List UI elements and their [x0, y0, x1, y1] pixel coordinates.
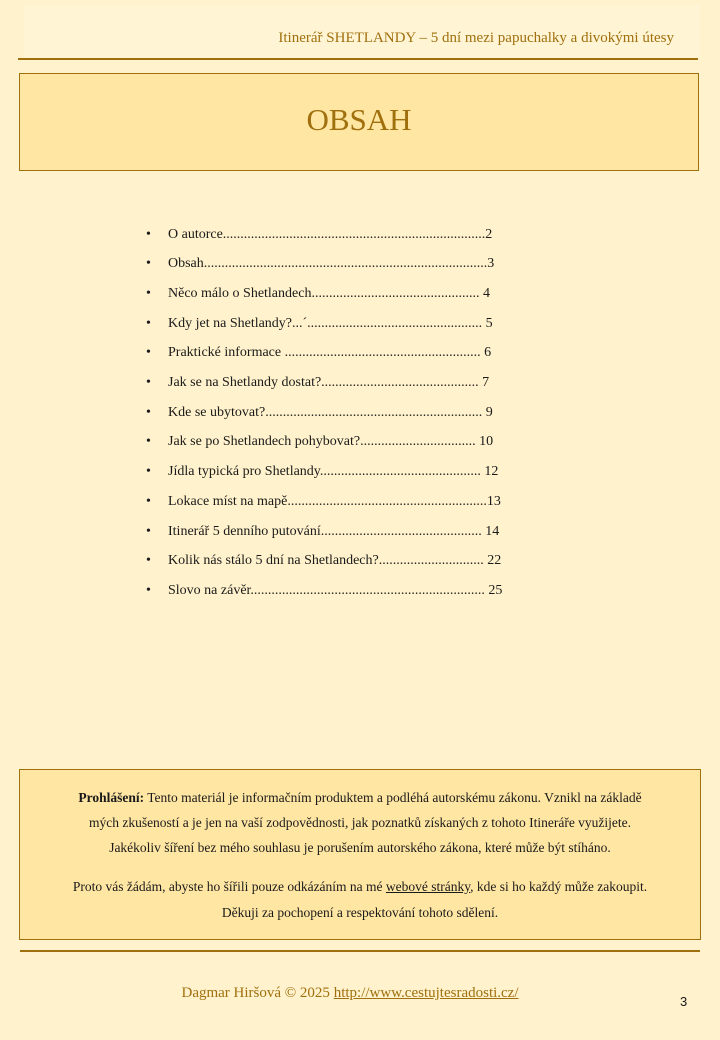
contents-title-box [19, 73, 699, 171]
bullet-icon: • [146, 464, 151, 479]
toc-entry: Něco málo o Shetlandech................................................ 4 [168, 286, 490, 301]
toc-entry: Jak se na Shetlandy dostat?............................................. 7 [168, 375, 490, 390]
declaration-line: Děkuji za pochopení a respektování tohoto sdělení. [221, 905, 499, 920]
toc-entry: Kde se ubytovat?.............................................................. 9 [168, 405, 493, 420]
declaration-line [20, 879, 700, 895]
declaration-line: mých zkušeností a je jen na vaší zodpovědnosti, jak poznatků získaných z tohoto Itineráře využijete. [88, 815, 632, 830]
toc-item[interactable] [146, 256, 566, 278]
footer [0, 985, 700, 1002]
toc-entry: Slovo na závěr................................................................... 25 [168, 583, 503, 598]
footer-divider [20, 950, 700, 952]
toc-item[interactable] [146, 553, 566, 575]
toc-item[interactable] [146, 524, 566, 546]
bullet-icon: • [146, 494, 151, 509]
bullet-icon: • [146, 553, 151, 568]
toc-item[interactable] [146, 464, 566, 486]
toc-item[interactable] [146, 286, 566, 308]
header-box [24, 5, 700, 58]
toc-item[interactable] [146, 345, 566, 367]
toc-entry: Obsah.................................................................................3 [168, 256, 495, 271]
toc-entry: Lokace míst na mapě.........................................................13 [168, 494, 501, 509]
bullet-icon: • [146, 583, 151, 598]
bullet-icon: • [146, 227, 151, 242]
header-divider [18, 58, 698, 60]
toc-entry: Itinerář 5 denního putování.............................................. 14 [168, 524, 500, 539]
bullet-icon: • [146, 375, 151, 390]
bullet-icon: • [146, 316, 151, 331]
bullet-icon: • [146, 286, 151, 301]
bullet-icon: • [146, 405, 151, 420]
footer-url-link[interactable]: http://www.cestujtesradosti.cz/ [333, 985, 519, 1001]
toc-entry: Praktické informace ........................................................ 6 [168, 345, 492, 360]
declaration-line [20, 790, 700, 806]
header-title: Itinerář SHETLANDY – 5 dní mezi papuchalky a divokými útesy [278, 30, 674, 46]
toc-item[interactable] [146, 434, 566, 456]
toc-entry: O autorce...........................................................................2 [168, 227, 493, 242]
declaration-label: Prohlášení: [78, 790, 145, 805]
declaration-text: , kde si ho každý může zakoupit. [470, 879, 648, 894]
bullet-icon: • [146, 256, 151, 271]
toc-entry: Jak se po Shetlandech pohybovat?................................. 10 [168, 434, 494, 449]
footer-author: Dagmar Hiršová © 2025 [181, 985, 334, 1001]
page-title: OBSAH [306, 102, 412, 137]
toc-item[interactable] [146, 375, 566, 397]
bullet-icon: • [146, 524, 151, 539]
toc-item[interactable] [146, 316, 566, 338]
toc-entry: Kdy jet na Shetlandy?...´.................................................. 5 [168, 316, 493, 331]
toc-item[interactable] [146, 405, 566, 427]
toc-entry: Jídla typická pro Shetlandy.............................................. 12 [168, 464, 499, 479]
declaration-line: Jakékoliv šíření bez mého souhlasu je porušením autorského zákona, které může být stíháno. [109, 840, 611, 855]
bullet-icon: • [146, 345, 151, 360]
website-link[interactable]: webové stránky [385, 879, 471, 894]
toc-entry: Kolik nás stálo 5 dní na Shetlandech?.............................. 22 [168, 553, 502, 568]
declaration-text: Tento materiál je informačním produktem a podléhá autorskému zákonu. Vznikl na základě [144, 790, 642, 805]
page-number: 3 [680, 994, 688, 1009]
declaration-box [19, 769, 701, 940]
toc-item[interactable] [146, 583, 566, 605]
toc-item[interactable] [146, 227, 566, 249]
declaration-text: Proto vás žádám, abyste ho šířili pouze odkázáním na mé [72, 879, 386, 894]
toc-item[interactable] [146, 494, 566, 516]
bullet-icon: • [146, 434, 151, 449]
